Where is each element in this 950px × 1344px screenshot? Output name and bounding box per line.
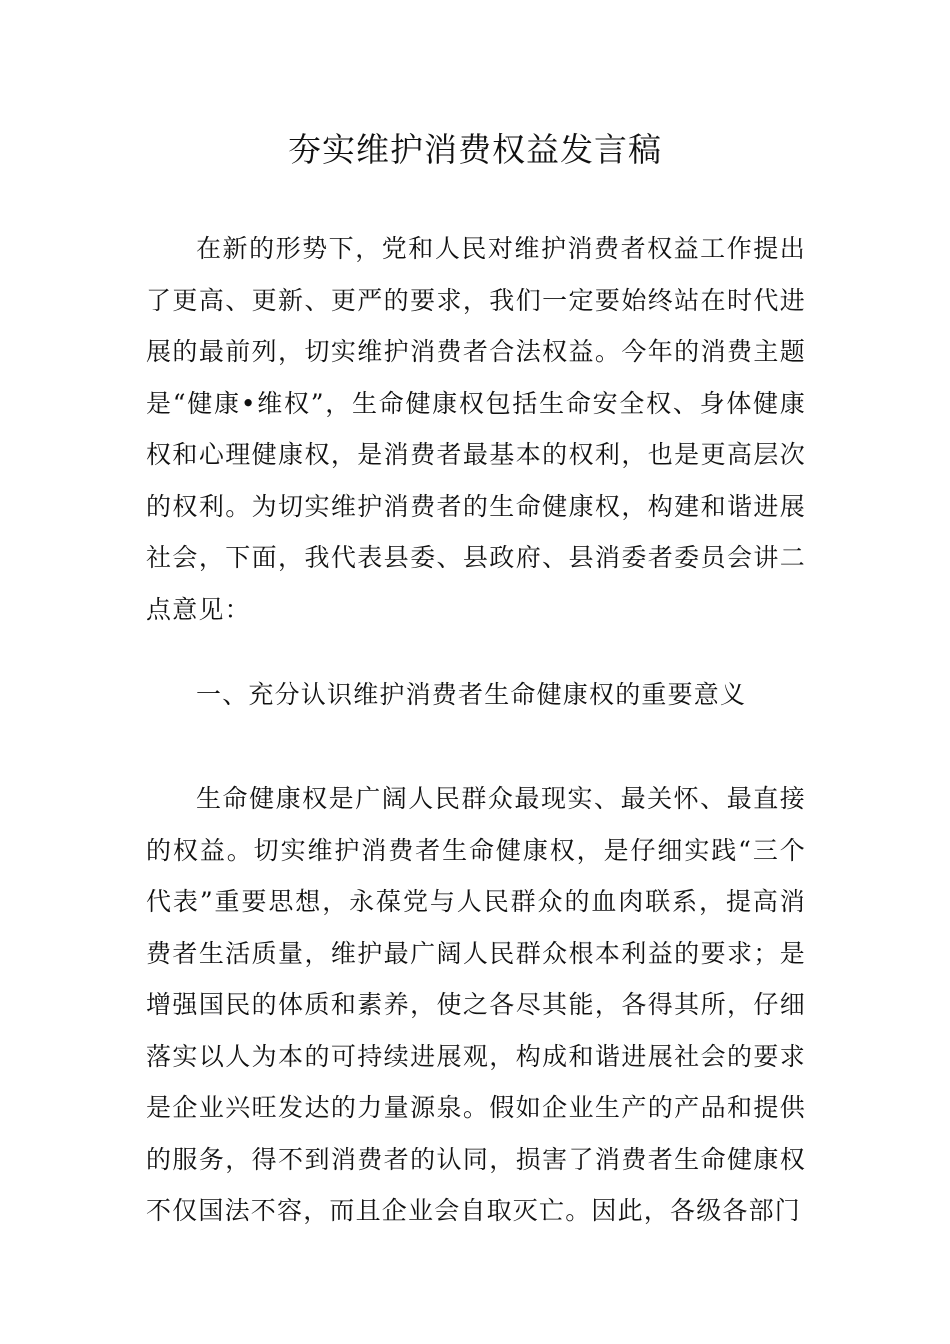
section-heading-1: 一、充分认识维护消费者生命健康权的重要意义 [196,680,747,709]
document-title: 夯实维护消费权益发言稿 [288,130,662,169]
paragraph-section-1: 生命健康权是广阔人民群众最现实、最关怀、最直接的权益。切实维护消费者生命健康权，是仔细实践“三个代表”重要思想，永葆党与人民群众的血肉联系，提高消费者生活质量，维护最广阔人民群众根本利益的要求；是增强国民的体质和素养，使之各尽其能，各得其所，仔细落实以人为本的可持续进展观，构成和谐进展社会的要求是企业兴旺发达的力量源泉。假如企业生产的产品和提供的服务，得不到消费者的认同，损害了消费者生命健康权不仅国法不容，而且企业会自取灭亡。因此，各级各部门 [146,784,806,1225]
paragraph-intro: 在新的形势下，党和人民对维护消费者权益工作提出了更高、更新、更严的要求，我们一定要始终站在时代进展的最前列，切实维护消费者合法权益。今年的消费主题是“健康•维权”，生命健康权包括生命安全权、身体健康权和心理健康权，是消费者最基本的权利，也是更高层次的权利。为切实维护消费者的生命健康权，构建和谐进展社会，下面，我代表县委、县政府、县消委者委员会讲二点意见： [146,234,806,624]
